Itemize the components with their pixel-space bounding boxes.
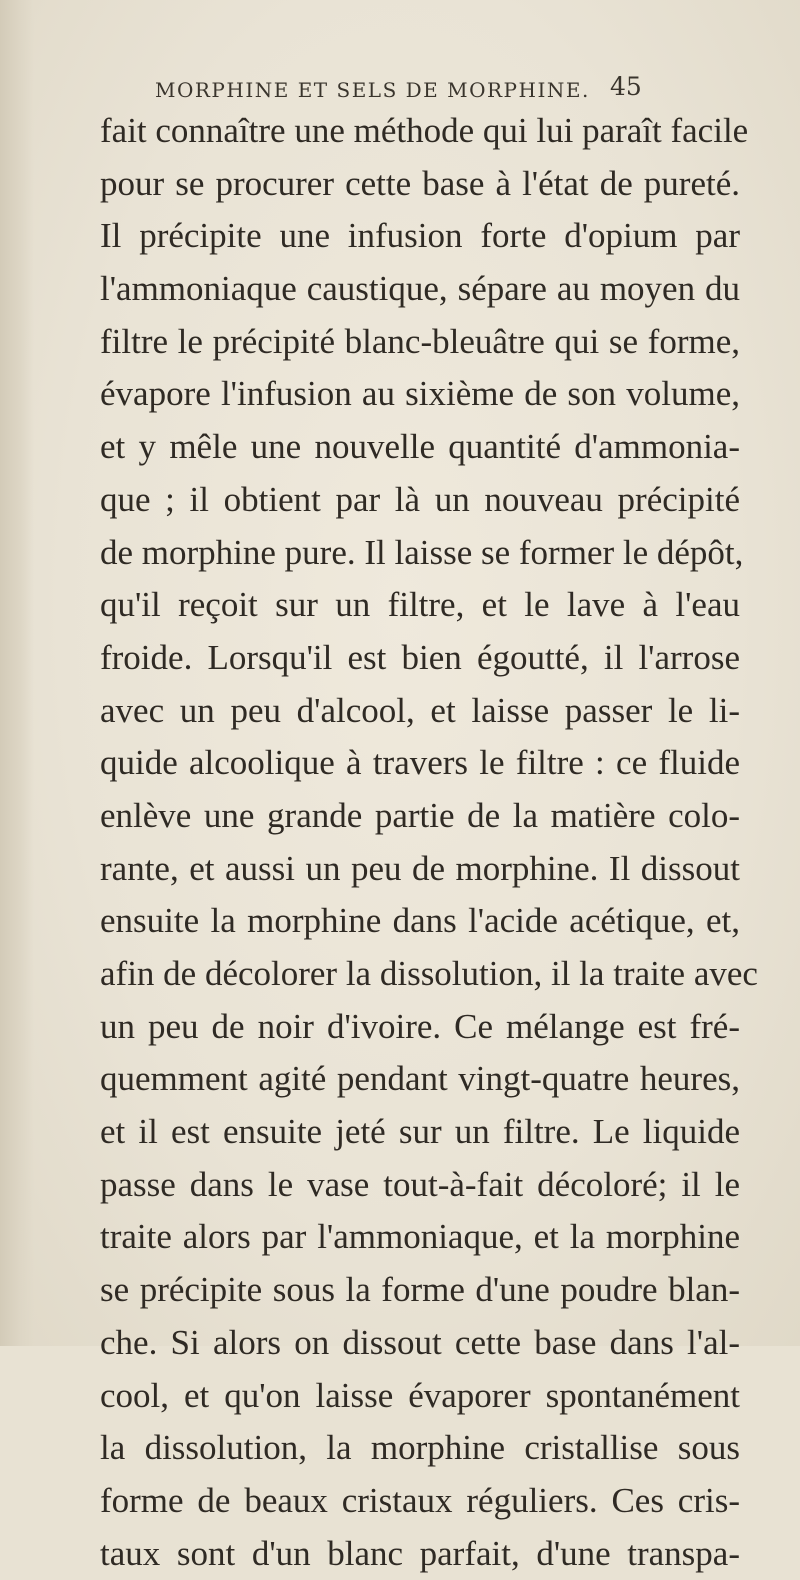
text-line: avec un peu d'alcool, et laisse passer le li- [100,690,740,730]
text-line: afin de décolorer la dissolution, il la traite avec [100,954,758,993]
text-line: évapore l'infusion au sixième de son volume, [100,374,740,414]
text-line: rante, et aussi un peu de morphine. Il dissout [100,848,740,888]
text-line: et y mêle une nouvelle quantité d'ammonia- [100,427,740,467]
page-binding-edge [0,0,34,1346]
text-line: traite alors par l'ammoniaque, et la morphine [100,1217,740,1257]
text-line: un peu de noir d'ivoire. Ce mélange est fré- [100,1006,740,1046]
text-line: pour se procurer cette base à l'état de pureté. [100,163,740,203]
text-line: la dissolution, la morphine cristallise sous [100,1428,740,1468]
text-line: taux sont d'un blanc parfait, d'une transpa- [100,1533,740,1573]
text-line: enlève une grande partie de la matière colo- [100,795,740,835]
text-line: ensuite la morphine dans l'acide acétique, et, [100,901,740,941]
text-line: de morphine pure. Il laisse se former le dépôt, [100,532,744,572]
text-line: passe dans le vase tout-à-fait décoloré; il le [100,1164,740,1204]
text-line: forme de beaux cristaux réguliers. Ces cris- [100,1480,740,1520]
text-line: que ; il obtient par là un nouveau précipité [100,479,740,519]
text-line: cool, et qu'on laisse évaporer spontanément [100,1375,740,1415]
text-line: qu'il reçoit sur un filtre, et le lave à l'eau [100,585,740,625]
text-line: fait connaître une méthode qui lui paraît facile [100,111,749,150]
text-line: quide alcoolique à travers le filtre : ce fluide [100,743,740,783]
text-line: filtre le précipité blanc-bleuâtre qui se forme, [100,321,740,361]
page-number: 45 [610,72,642,101]
text-line: quemment agité pendant vingt-quatre heures, [100,1059,740,1099]
text-line: che. Si alors on dissout cette base dans l'al- [100,1322,740,1362]
text-line: et il est ensuite jeté sur un filtre. Le liquide [100,1112,740,1152]
body-text [100,105,758,1580]
text-line: se précipite sous la forme d'une poudre blan- [100,1270,740,1310]
text-line: froide. Lorsqu'il est bien égoutté, il l'arrose [100,637,740,677]
text-line: Il précipite une infusion forte d'opium par [100,216,740,256]
running-title: MORPHINE ET SELS DE MORPHINE. [155,78,590,102]
text-line: l'ammoniaque caustique, sépare au moyen du [100,269,740,309]
